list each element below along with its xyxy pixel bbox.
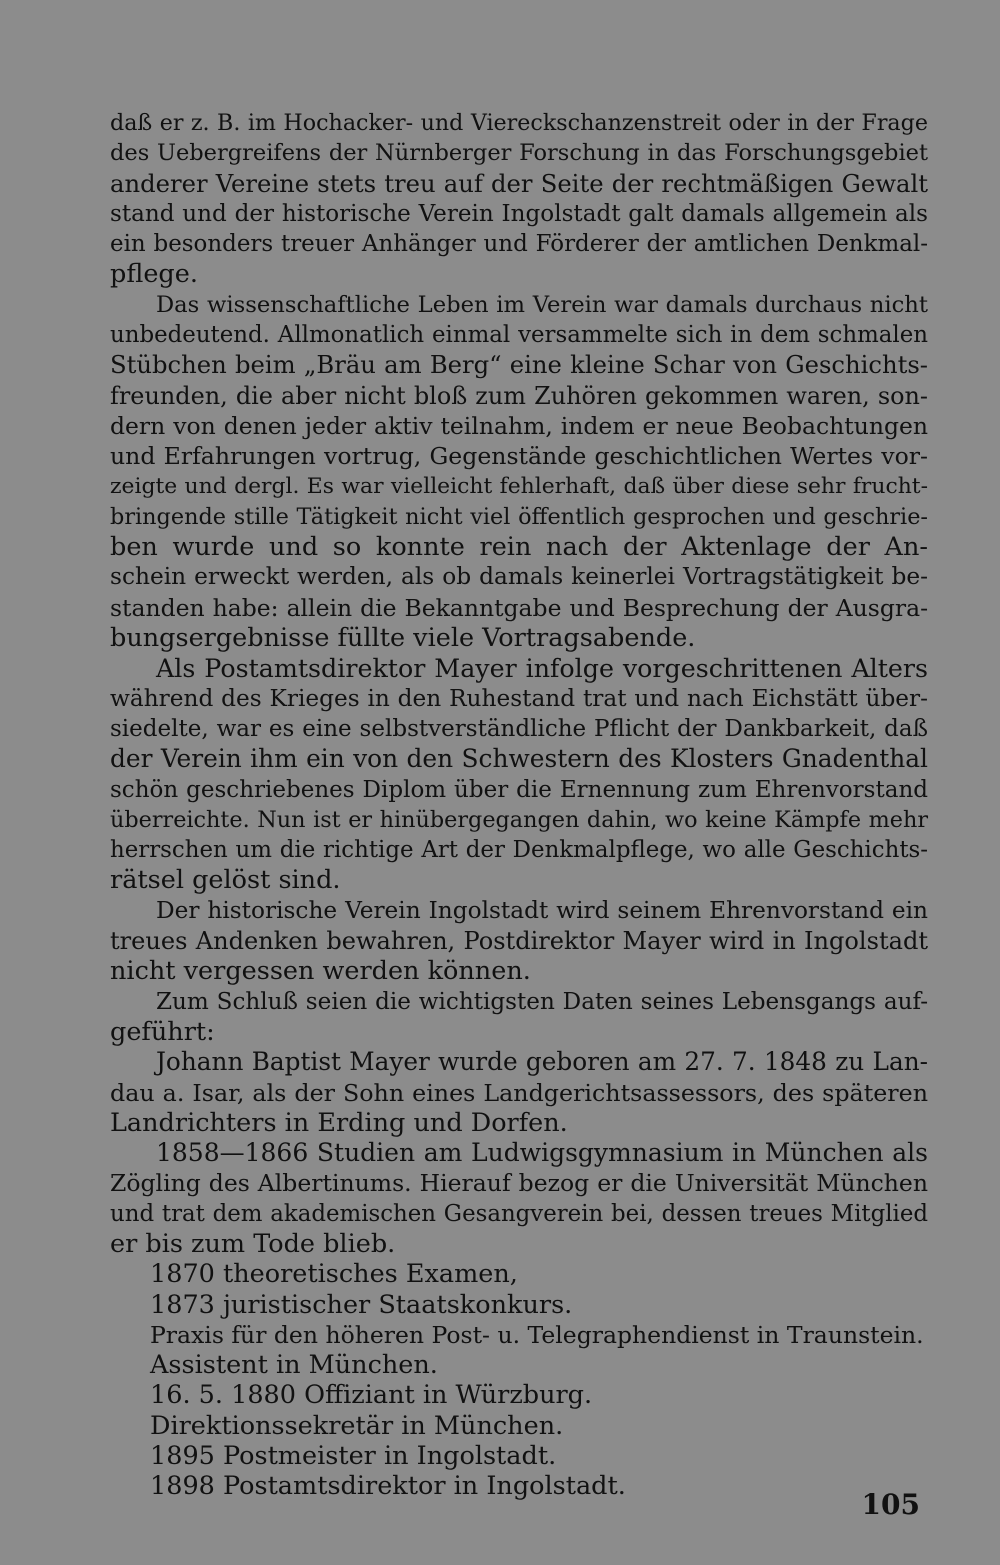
text-line: stand und der historische Verein Ingolstadt galt damals allgemein als (110, 200, 928, 227)
text-line: Zum Schluß seien die wichtigsten Daten seines Lebensgangs auf- (156, 988, 928, 1015)
text-line: daß er z. B. im Hochacker- und Viereckschanzenstreit oder in der Frage (110, 110, 928, 136)
paragraph (110, 896, 928, 987)
chronology-item: 1895 Postmeister in Ingolstadt. (150, 1441, 557, 1472)
text-line: Landrichters in Erding und Dorfen. (110, 1107, 568, 1138)
text-line: bringende stille Tätigkeit nicht viel öffentlich gesprochen und geschrie- (110, 503, 928, 530)
text-line: siedelte, war es eine selbstverständliche Pflicht der Dankbarkeit, daß (110, 715, 928, 742)
paragraph (110, 108, 928, 290)
text-line: anderer Vereine stets treu auf der Seite der rechtmäßigen Gewalt (110, 168, 928, 198)
text-line: überreichte. Nun ist er hinübergegangen dahin, wo keine Kämpfe mehr (110, 806, 928, 833)
text-line: Stübchen beim „Bräu am Berg“ eine kleine Schar von Geschichts- (110, 350, 928, 380)
text-line: herrschen um die richtige Art der Denkmalpflege, wo alle Geschichts- (110, 837, 928, 864)
text-line: der Verein ihm ein von den Schwestern des Klosters Gnadenthal (110, 744, 928, 774)
chronology-item: 1870 theoretisches Examen, (150, 1259, 518, 1290)
text-line: schein erweckt werden, als ob damals keinerlei Vortragstätigkeit be- (110, 563, 928, 591)
paragraph (110, 987, 928, 1048)
text-line: ben wurde und so konnte rein nach der Aktenlage der An- (110, 532, 928, 563)
text-line: geführt: (110, 1016, 215, 1047)
chronology-item: 1898 Postamtsdirektor in Ingolstadt. (150, 1471, 626, 1502)
text-line: dern von denen jeder aktiv teilnahm, indem er neue Beobachtungen (110, 411, 928, 440)
chronology-item: Assistent in München. (150, 1350, 438, 1381)
chronology-item: Direktionssekretär in München. (150, 1410, 564, 1441)
text-line: schön geschriebenes Diplom über die Ernennung zum Ehrenvorstand (110, 776, 928, 803)
text-line: freunden, die aber nicht bloß zum Zuhören gekommen waren, son- (110, 381, 928, 410)
chronology-item: 16. 5. 1880 Offiziant in Würzburg. (150, 1380, 593, 1411)
page-number: 105 (861, 1488, 920, 1521)
paragraph (110, 653, 928, 895)
page-body (110, 108, 928, 1502)
text-line: er bis zum Tode blieb. (110, 1228, 396, 1259)
text-line: zeigte und dergl. Es war vielleicht fehlerhaft, daß über diese sehr frucht- (110, 473, 928, 499)
text-line: unbedeutend. Allmonatlich einmal versammelte sich in dem schmalen (110, 322, 928, 349)
text-line: Das wissenschaftliche Leben im Verein war damals durchaus nicht (156, 291, 928, 318)
text-line: ein besonders treuer Anhänger und Förderer der amtlichen Denkmal- (110, 231, 928, 258)
text-line: pflege. (110, 259, 198, 290)
paragraph (110, 1047, 928, 1138)
text-line: während des Krieges in den Ruhestand trat und nach Eichstätt über- (110, 684, 928, 712)
chronology-list (110, 1259, 928, 1501)
text-line: 1858—1866 Studien am Ludwigsgymnasium in München als (156, 1138, 928, 1168)
text-line: bungsergebnisse füllte viele Vortragsabende. (110, 623, 696, 654)
text-line: des Uebergreifens der Nürnberger Forschung in das Forschungsgebiet (110, 140, 928, 167)
text-line: und Erfahrungen vortrug, Gegenstände geschichtlichen Wertes vor- (110, 442, 928, 471)
text-line: Zögling des Albertinums. Hierauf bezog er die Universität München (110, 1169, 928, 1198)
text-line: treues Andenken bewahren, Postdirektor Mayer wird in Ingolstadt (110, 927, 928, 956)
text-line: rätsel gelöst sind. (110, 865, 341, 896)
text-line: Johann Baptist Mayer wurde geboren am 27. 7. 1848 zu Lan- (156, 1047, 928, 1077)
paragraph (110, 290, 928, 654)
text-line: dau a. Isar, als der Sohn eines Landgerichtsassessors, des späteren (110, 1078, 928, 1107)
text-line: Als Postamtsdirektor Mayer infolge vorgeschrittenen Alters (156, 653, 928, 684)
text-line: nicht vergessen werden können. (110, 956, 531, 987)
text-line: standen habe: allein die Bekanntgabe und Besprechung der Ausgra- (110, 593, 928, 622)
text-line: Der historische Verein Ingolstadt wird seinem Ehrenvorstand ein (156, 896, 928, 924)
paragraph (110, 1138, 928, 1259)
chronology-item: 1873 juristischer Staatskonkurs. (150, 1289, 573, 1320)
chronology-item: Praxis für den höheren Post- u. Telegraphendienst in Traunstein. (150, 1320, 924, 1349)
text-line: und trat dem akademischen Gesangverein bei, dessen treues Mitglied (110, 1200, 928, 1227)
